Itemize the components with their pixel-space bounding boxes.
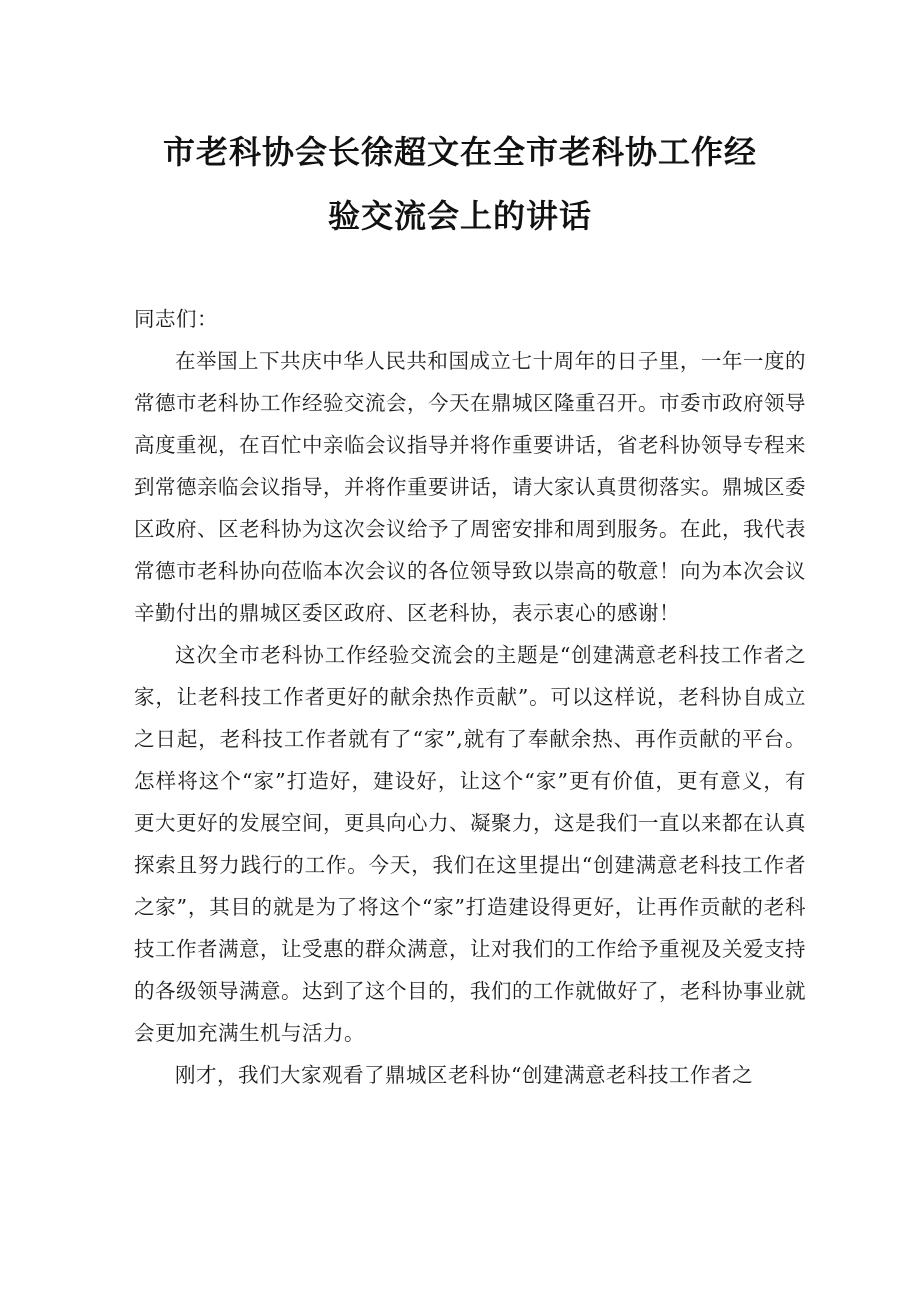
document-body	[134, 298, 806, 1096]
paragraph-3: 刚才，我们大家观看了鼎城区老科协“创建满意老科技工作者之	[175, 1063, 753, 1087]
paragraph-1: 在举国上下共庆中华人民共和国成立七十周年的日子里，一年一度的常德市老科协工作经验交流会，今天在鼎城区隆重召开。市委市政府领导高度重视，在百忙中亲临会议指导并将作重要讲话，省老科协领导专程来到常德亲临会议指导，并将作重要讲话，请大家认真贯彻落实。鼎城区委区政府、区老科协为这次会议给予了周密安排和周到服务。在此，我代表常德市老科协向莅临本次会议的各位领导致以崇高的敬意！向为本次会议辛勤付出的鼎城区委区政府、区老科协，表示衷心的感谢！	[134, 349, 806, 625]
salutation: 同志们：	[134, 307, 218, 331]
document-title-line-2: 验交流会上的讲话	[327, 197, 592, 235]
document-title-line-1: 市老科协会长徐超文在全市老科协工作经	[162, 133, 757, 171]
paragraph-2: 这次全市老科协工作经验交流会的主题是“创建满意老科技工作者之家，让老科技工作者更好的献余热作贡献”。可以这样说，老科协自成立之日起，老科技工作者就有了“家”,就有了奉献余热、再作贡献的平台。怎样将这个“家”打造好，建设好，让这个“家”更有价值，更有意义，有更大更好的发展空间，更具向心力、凝聚力，这是我们一直以来都在认真探索且努力践行的工作。今天，我们在这里提出“创建满意老科技工作者之家”，其目的就是为了将这个“家”打造建设得更好，让再作贡献的老科技工作者满意，让受惠的群众满意，让对我们的工作给予重视及关爱支持的各级领导满意。达到了这个目的，我们的工作就做好了，老科协事业就会更加充满生机与活力。	[134, 643, 806, 1045]
